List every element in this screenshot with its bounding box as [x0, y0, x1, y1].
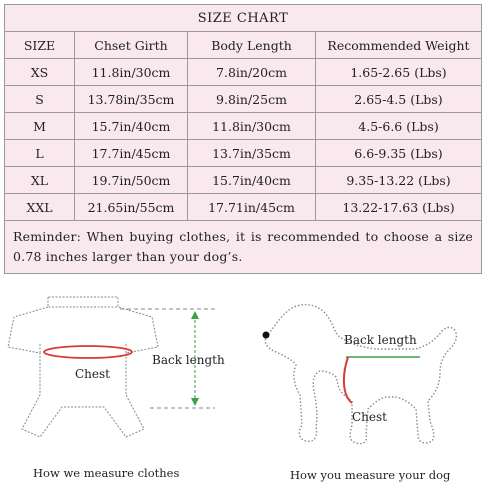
body-length-cell: 11.8in/30cm [188, 113, 316, 139]
weight-cell: 1.65-2.65 (Lbs) [350, 64, 447, 80]
table-row [5, 194, 481, 221]
size-cell: L [5, 140, 75, 166]
size-cell: S [5, 86, 75, 112]
measurement-diagrams [0, 285, 488, 483]
clothes-back-length-label: Back length [152, 353, 225, 367]
size-chart-table [4, 4, 482, 274]
table-row [5, 59, 481, 86]
clothes-caption: How we measure clothes [33, 466, 180, 480]
dog-caption: How you measure your dog [290, 468, 451, 482]
table-row [5, 86, 481, 113]
weight-cell: 6.6-9.35 (Lbs) [354, 145, 443, 161]
clothes-chest-line [44, 346, 132, 358]
table-row [5, 167, 481, 194]
size-cell: XXL [5, 194, 75, 220]
weight-cell: 9.35-13.22 (Lbs) [346, 172, 451, 188]
chest-girth-cell: 13.78in/35cm [75, 86, 188, 112]
weight-cell: 13.22-17.63 (Lbs) [342, 199, 455, 215]
dog-diagram [256, 285, 486, 483]
table-row [5, 113, 481, 140]
weight-cell: 4.5-6.6 (Lbs) [358, 118, 439, 134]
body-length-cell: 15.7in/40cm [188, 167, 316, 193]
chest-girth-cell: 11.8in/30cm [75, 59, 188, 85]
dog-chest-label: Chest [352, 410, 387, 424]
dog-chest-line [344, 357, 352, 403]
header-body-length: Body Length [188, 32, 316, 58]
body-length-cell: 13.7in/35cm [188, 140, 316, 166]
size-chart-title-text: SIZE CHART [197, 10, 289, 26]
body-length-cell: 9.8in/25cm [188, 86, 316, 112]
header-recommended-weight: Recommended Weight [327, 37, 470, 53]
size-chart-title [5, 5, 481, 32]
weight-cell: 2.65-4.5 (Lbs) [354, 91, 443, 107]
chest-girth-cell: 17.7in/45cm [75, 140, 188, 166]
body-length-cell: 17.71in/45cm [188, 194, 316, 220]
size-cell: XL [5, 167, 75, 193]
size-cell: M [5, 113, 75, 139]
size-cell: XS [5, 59, 75, 85]
dog-back-length-label: Back length [344, 333, 417, 347]
table-row [5, 140, 481, 167]
table-header-row [5, 32, 481, 59]
chest-girth-cell: 19.7in/50cm [75, 167, 188, 193]
chest-girth-cell: 21.65in/55cm [75, 194, 188, 220]
dog-eye [263, 332, 270, 339]
header-chest-girth: Chset Girth [75, 32, 188, 58]
reminder-text: Reminder: When buying clothes, it is recommended to choose a size 0.78 inches larger than your dog’s. [13, 229, 473, 264]
clothes-chest-label: Chest [75, 367, 110, 381]
body-length-cell: 7.8in/20cm [188, 59, 316, 85]
chest-girth-cell: 15.7in/40cm [75, 113, 188, 139]
clothes-diagram [0, 285, 250, 483]
header-size: SIZE [5, 32, 75, 58]
